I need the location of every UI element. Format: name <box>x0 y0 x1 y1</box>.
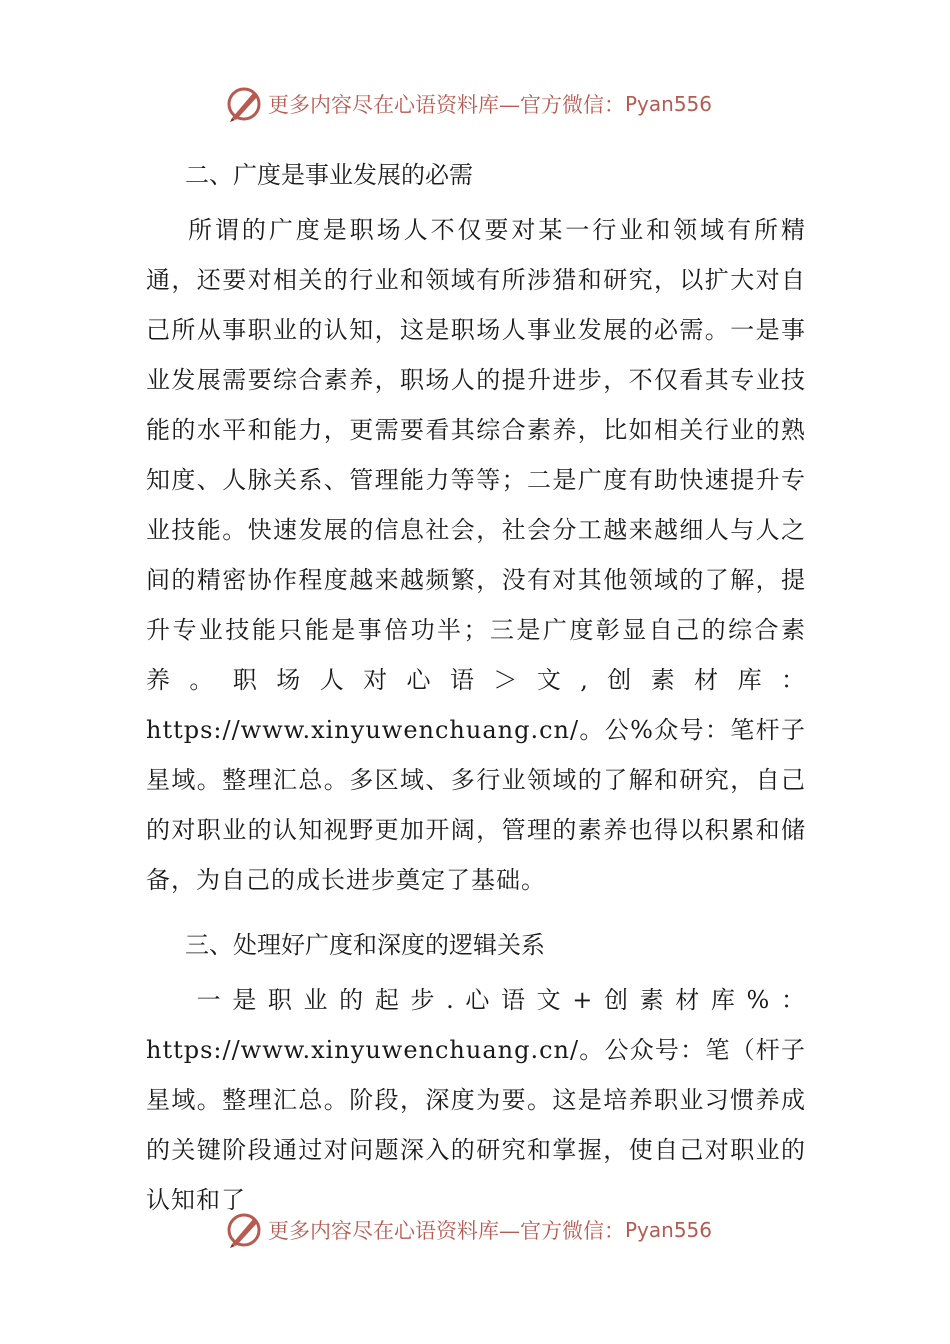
section-heading-3: 三、处理好广度和深度的逻辑关系 <box>185 931 545 959</box>
footer-banner <box>224 1208 712 1252</box>
wechat-id: Pyan556 <box>625 1218 713 1242</box>
header-banner <box>224 82 712 126</box>
banner-text: 更多内容尽在心语资料库—官方微信： <box>268 1219 625 1243</box>
pen-logo-icon <box>224 84 264 124</box>
section-paragraph-3 <box>146 975 806 1225</box>
paragraph-text: 所谓的广度是职场人不仅要对某一行业和领域有所精通，还要对相关的行业和领域有所涉猎和研究，以扩大对自己所从事职业的认知，这是职场人事业发展的必需。一是事业发展需要综合素养，职场人的提升进步，不仅看其专业技能的水平和能力，更需要看其综合素养，比如相关行业的熟知度、人脉关系、管理能力等等；二是广度有助快速提升专业技能。快速发展的信息社会，社会分工越来越细人与人之间的精密协作程度越来越频繁，没有对其他领域的了解，提升专业技能只能是事倍功半；三是广度彰显自己的综合素养。职场人对心语＞文,创素材库：https://www.xinyuwenchuang.cn/。公%众号：笔杆子星域。整理汇总。多区域、多行业领域的了解和研究，自己的对职业的认知视野更加开阔，管理的素养也得以积累和储备，为自己的成长进步奠定了基础。 <box>146 216 806 894</box>
section-paragraph-2 <box>146 205 806 905</box>
paragraph-text: 一是职业的起步.心语文+创素材库%：https://www.xinyuwenchuang.cn/。公众号：笔（杆子星域。整理汇总。阶段，深度为要。这是培养职业习惯养成的关键阶段通过对问题深入的研究和掌握，使自己对职业的认知和了 <box>146 986 806 1214</box>
pen-logo-icon <box>224 1210 264 1250</box>
wechat-id: Pyan556 <box>625 92 713 116</box>
banner-text: 更多内容尽在心语资料库—官方微信： <box>268 93 625 117</box>
section-heading-2: 二、广度是事业发展的必需 <box>185 161 473 189</box>
